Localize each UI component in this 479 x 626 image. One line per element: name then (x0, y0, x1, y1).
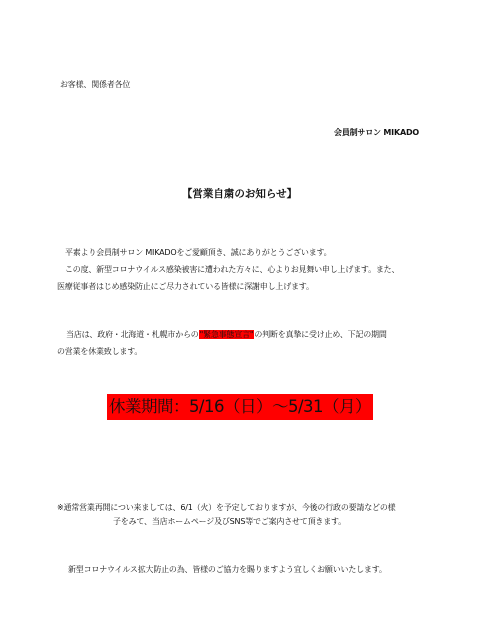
reopening-line-2: 子をみて、当店ホームページ及びSNS等でご案内させて頂きます。 (113, 517, 346, 526)
reopening-line-1: ※通常営業再開につい来ましては、6/1（火）を予定しておりますが、今後の行政の要請などの様 (57, 503, 396, 512)
emergency-declaration-highlight: "緊急事態宣言" (199, 330, 254, 339)
addressee-line: お客様、関係者各位 (60, 80, 131, 89)
greeting-line-3: 医療従事者はじめ感染防止にご尽力されている皆様に深謝申し上げます。 (57, 282, 314, 291)
statement-text-before: 当店は、政府・北海道・札幌市からの (66, 330, 199, 339)
greeting-line-2: この度、新型コロナウイルス感染被害に遭われた方々に、心よりお見舞い申し上げます。また、 (65, 265, 400, 274)
closing-message: 新型コロナウイルス拡大防止の為、皆様のご協力を賜りますよう宜しくお願いいたします。 (68, 565, 387, 574)
notice-title: 【営業自粛のお知らせ】 (181, 188, 298, 200)
statement-line-2: の営業を休業致します。 (57, 347, 143, 356)
sender-name: 会員制サロン MIKADO (334, 128, 419, 137)
statement-line-1 (66, 329, 387, 340)
greeting-line-1: 平素より会員制サロン MIKADOをご愛顧頂き、誠にありがとうございます。 (65, 248, 332, 257)
statement-text-after: の判断を真摯に受け止め、下記の期間 (254, 330, 387, 339)
closure-period-banner: 休業期間：5/16（日）～5/31（月） (107, 394, 373, 420)
